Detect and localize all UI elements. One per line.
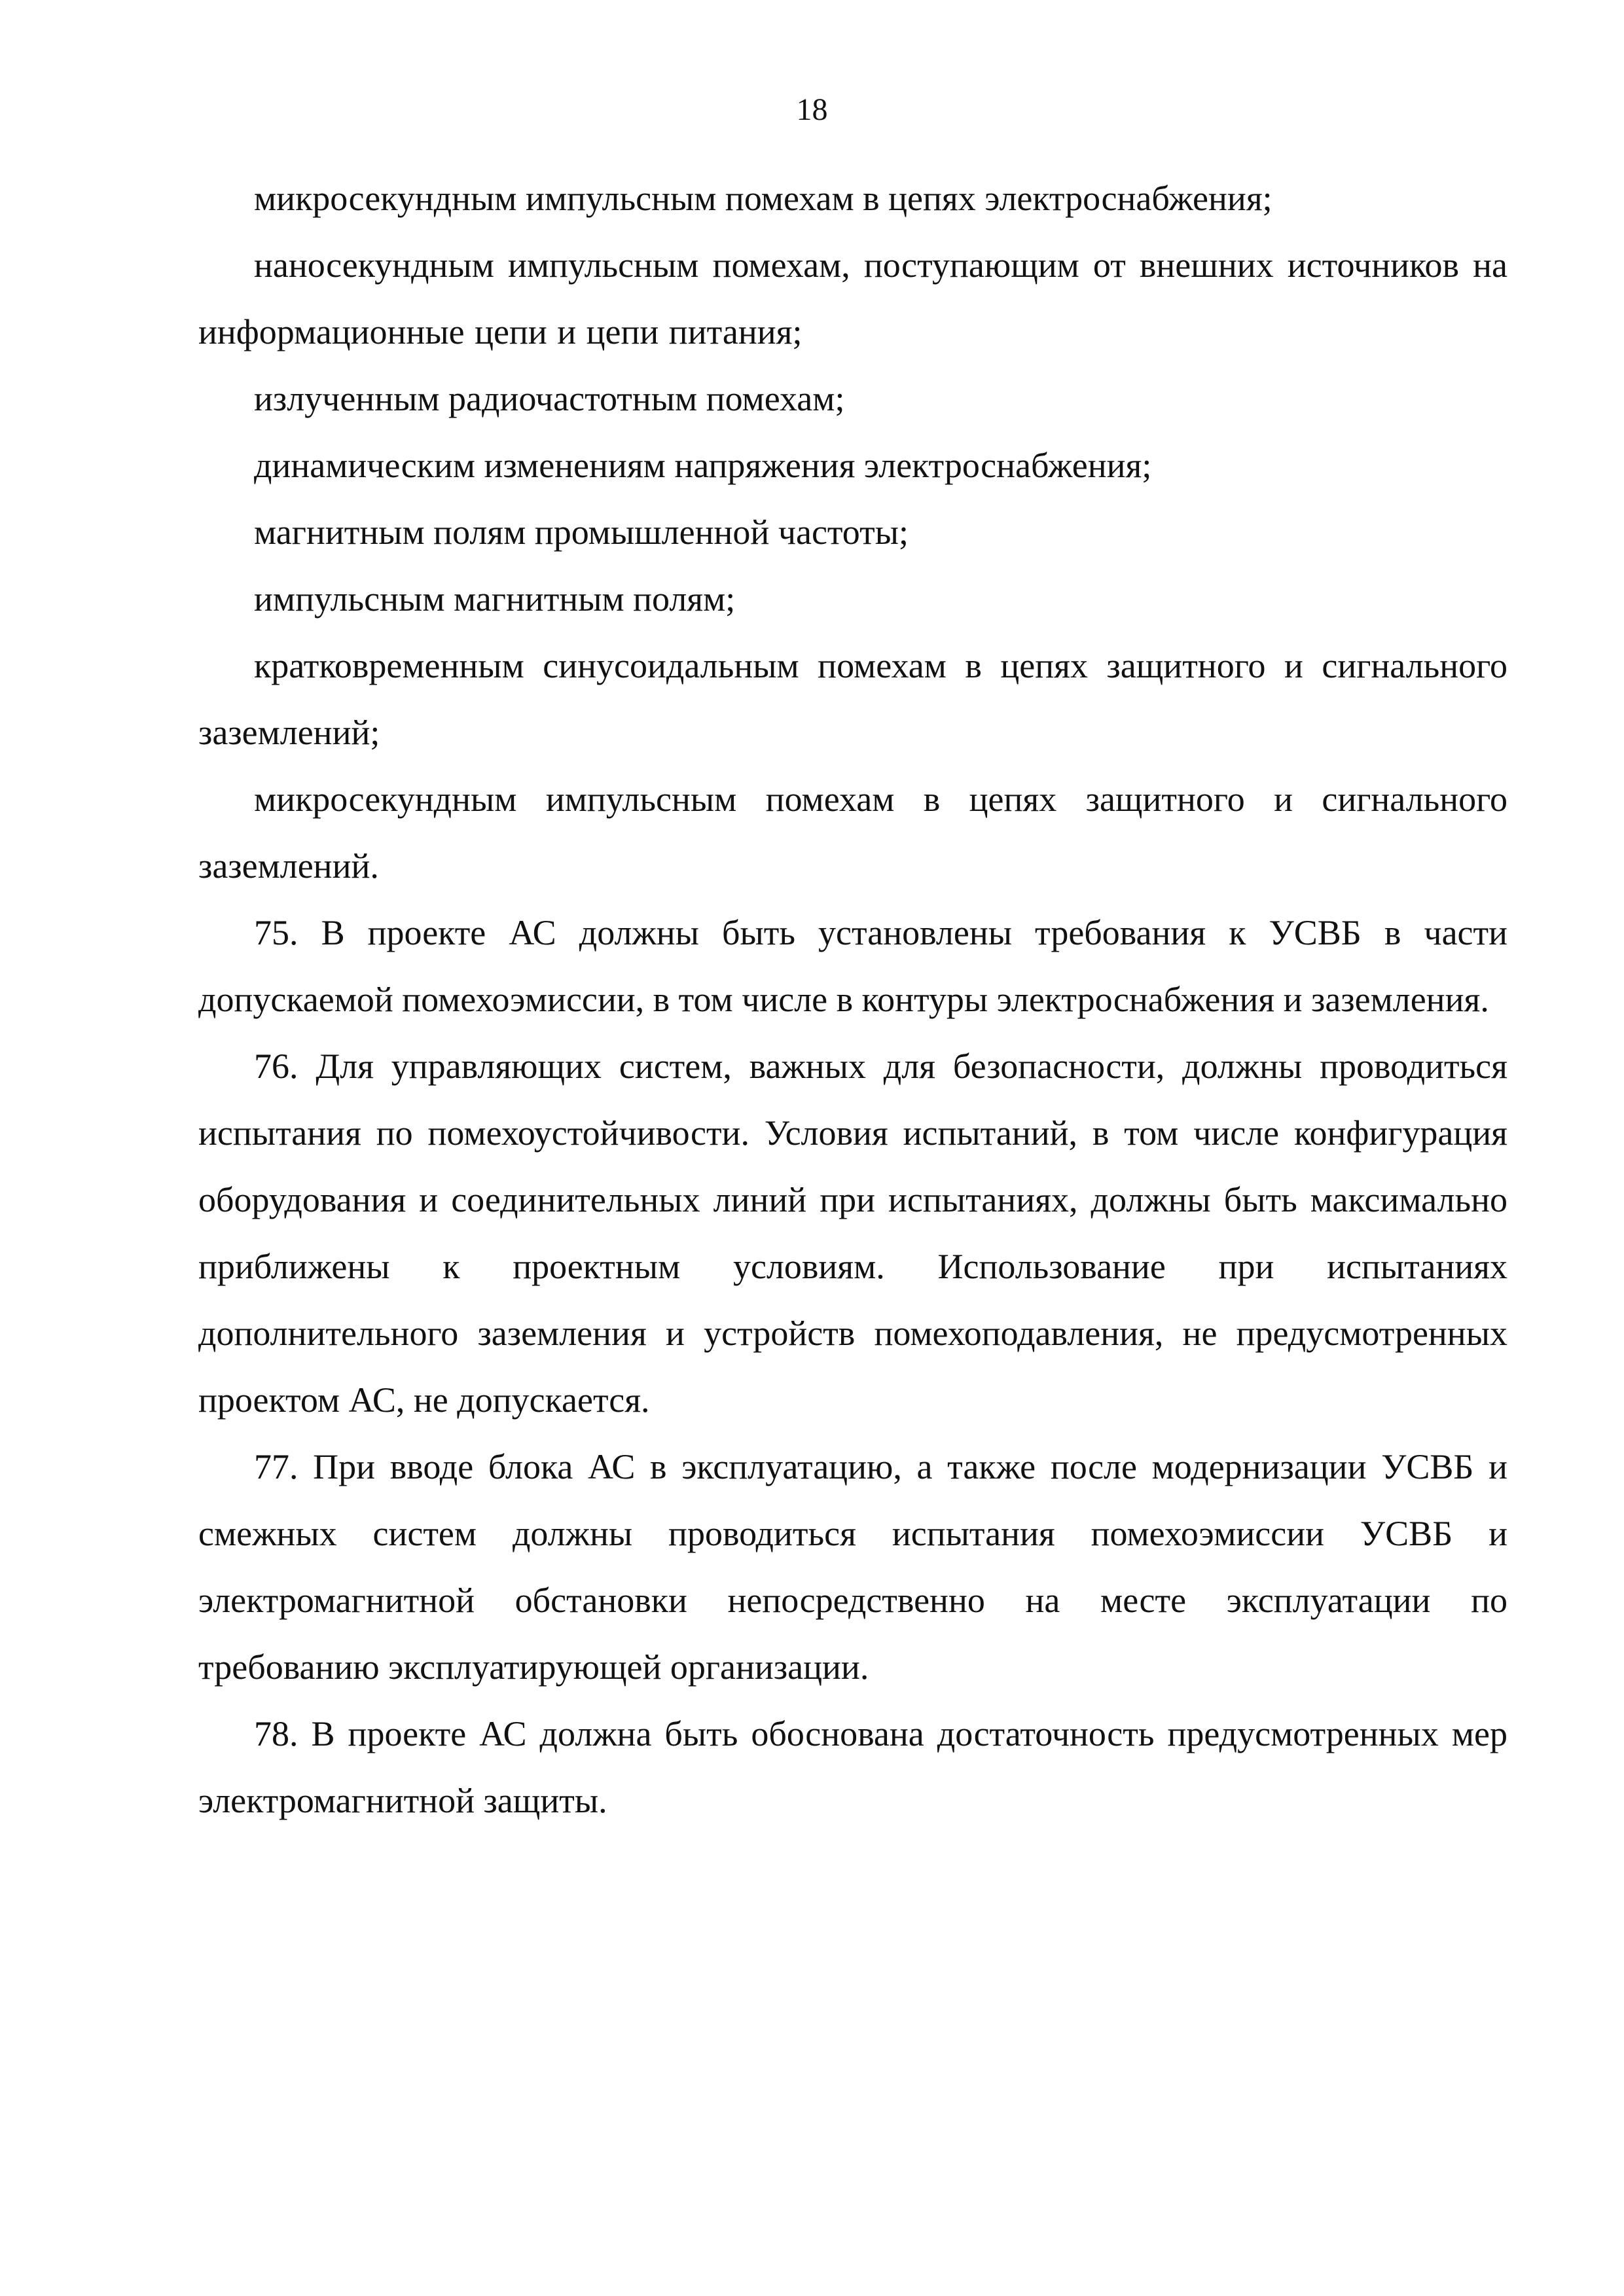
- list-item: микросекундным импульсным помехам в цепях электроснабжения;: [254, 179, 1272, 218]
- list-item: импульсным магнитным полям;: [254, 579, 736, 619]
- document-body: [198, 165, 1507, 1834]
- list-item: динамическим изменениям напряжения электроснабжения;: [254, 446, 1152, 485]
- list-item: кратковременным синусоидальным помехам в цепях защитного и сигнального заземлений;: [198, 646, 1507, 752]
- clause-76: 76. Для управляющих систем, важных для безопасности, должны проводиться испытания по помехоустойчивости. Условия испытаний, в том числе конфигурация оборудования и соединительных линий при испытаниях, должны быть максимально приближены к проектным условиям. Использование при испытаниях дополнительного заземления и устройств помехоподавления, не предусмотренных проектом АС, не допускается.: [198, 1047, 1507, 1420]
- list-item: магнитным полям промышленной частоты;: [254, 512, 909, 552]
- clause-75: 75. В проекте АС должны быть установлены требования к УСВБ в части допускаемой помехоэмиссии, в том числе в контуры электроснабжения и заземления.: [198, 913, 1507, 1019]
- list-item: микросекундным импульсным помехам в цепях защитного и сигнального заземлений.: [198, 780, 1507, 886]
- list-item: наносекундным импульсным помехам, поступающим от внешних источников на информационные цепи и цепи питания;: [198, 245, 1507, 351]
- clause-78: 78. В проекте АС должна быть обоснована достаточность предусмотренных мер электромагнитной защиты.: [198, 1714, 1507, 1820]
- page-number: 18: [796, 92, 828, 127]
- list-item: излученным радиочастотным помехам;: [254, 379, 845, 418]
- clause-77: 77. При вводе блока АС в эксплуатацию, а также после модернизации УСВБ и смежных систем должны проводиться испытания помехоэмиссии УСВБ и электромагнитной обстановки непосредственно на месте эксплуатации по требованию эксплуатирующей организации.: [198, 1447, 1507, 1687]
